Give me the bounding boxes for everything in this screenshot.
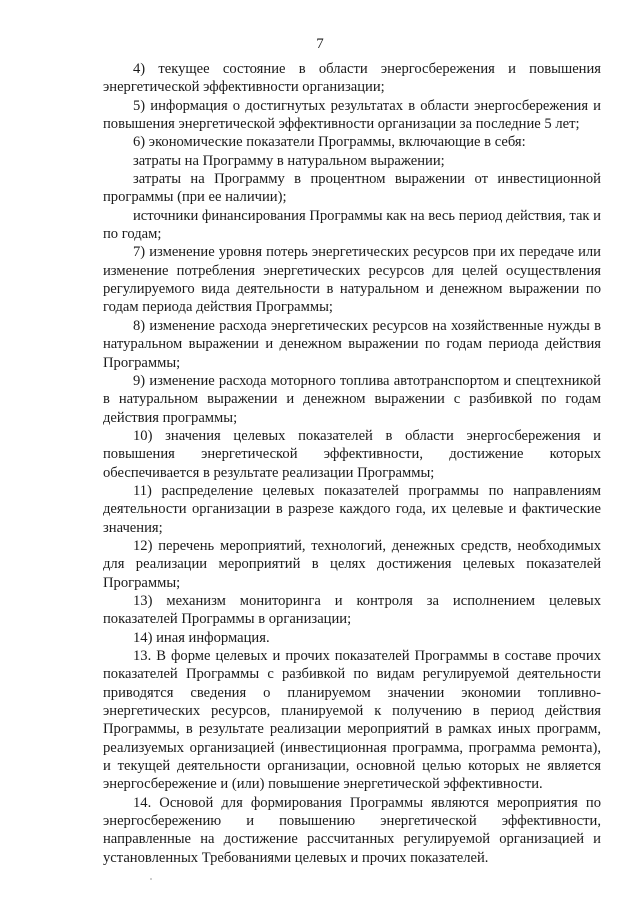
- paragraph-item-11: 11) распределение целевых показателей программы по направлениям деятельности организации в разрезе каждого года, их целевые и фактические значения;: [103, 482, 601, 536]
- paragraph-item-6: 6) экономические показатели Программы, включающие в себя:: [133, 134, 526, 151]
- paragraph-item-14: 14) иная информация.: [133, 629, 270, 646]
- paragraph-item-4: 4) текущее состояние в области энергосбережения и повышения энергетической эффективности организации;: [103, 61, 601, 96]
- scan-artifact-dot: [150, 878, 152, 880]
- paragraph-item-12: 12) перечень мероприятий, технологий, денежных средств, необходимых для реализации мероприятий в целях достижения целевых показателей Программы;: [103, 537, 601, 591]
- paragraph-section-13: 13. В форме целевых и прочих показателей Программы в составе прочих показателей Программы с разбивкой по видам регулируемой деятельности приводятся сведения о планируемом значении экономии топливно-энергетических ресурсов, планируемой к получению в период действия Программы, в результате реализации мероприятий в рамках иных программ, реализуемых организацией (инвестиционная программа, программа ремонта), и текущей деятельности организации, основной целью которых не является энергосбережение и (или) повышение энергетической эффективности.: [103, 648, 601, 793]
- paragraph-item-5: 5) информация о достигнутых результатах в области энергосбережения и повышения энергетической эффективности организации за последние 5 лет;: [103, 97, 601, 133]
- paragraph-costs-percent: затраты на Программу в процентном выражении от инвестиционной программы (при ее наличии);: [103, 171, 601, 206]
- paragraph-item-13: 13) механизм мониторинга и контроля за исполнением целевых показателей Программы в организации;: [103, 592, 601, 628]
- paragraph-item-8: 8) изменение расхода энергетических ресурсов на хозяйственные нужды в натуральном выражении и денежном выражении по годам периода действия Программы;: [103, 317, 601, 371]
- paragraph-section-14: 14. Основой для формирования Программы являются мероприятия по энергосбережению и повышению энергетической эффективности, направленные на достижение рассчитанных регулируемой организацией и установленных Требованиями целевых и прочих показателей.: [103, 794, 601, 866]
- paragraph-item-10: 10) значения целевых показателей в области энергосбережения и повышения энергетической эффективности, достижение которых обеспечивается в результате реализации Программы;: [103, 427, 601, 481]
- paragraph-funding-sources: источники финансирования Программы как на весь период действия, так и по годам;: [103, 207, 601, 243]
- page-number: 7: [316, 36, 324, 52]
- paragraph-costs-natural: затраты на Программу в натуральном выражении;: [133, 152, 445, 169]
- document-body: [103, 60, 601, 867]
- paragraph-item-7: 7) изменение уровня потерь энергетических ресурсов при их передаче или изменение потребления энергетических ресурсов для целей осуществления регулируемого вида деятельности в натуральном и денежном выражении по годам периода действия Программы;: [103, 244, 601, 316]
- paragraph-item-9: 9) изменение расхода моторного топлива автотранспортом и спецтехникой в натуральном выражении и денежном выражении с разбивкой по годам действия программы;: [103, 372, 601, 426]
